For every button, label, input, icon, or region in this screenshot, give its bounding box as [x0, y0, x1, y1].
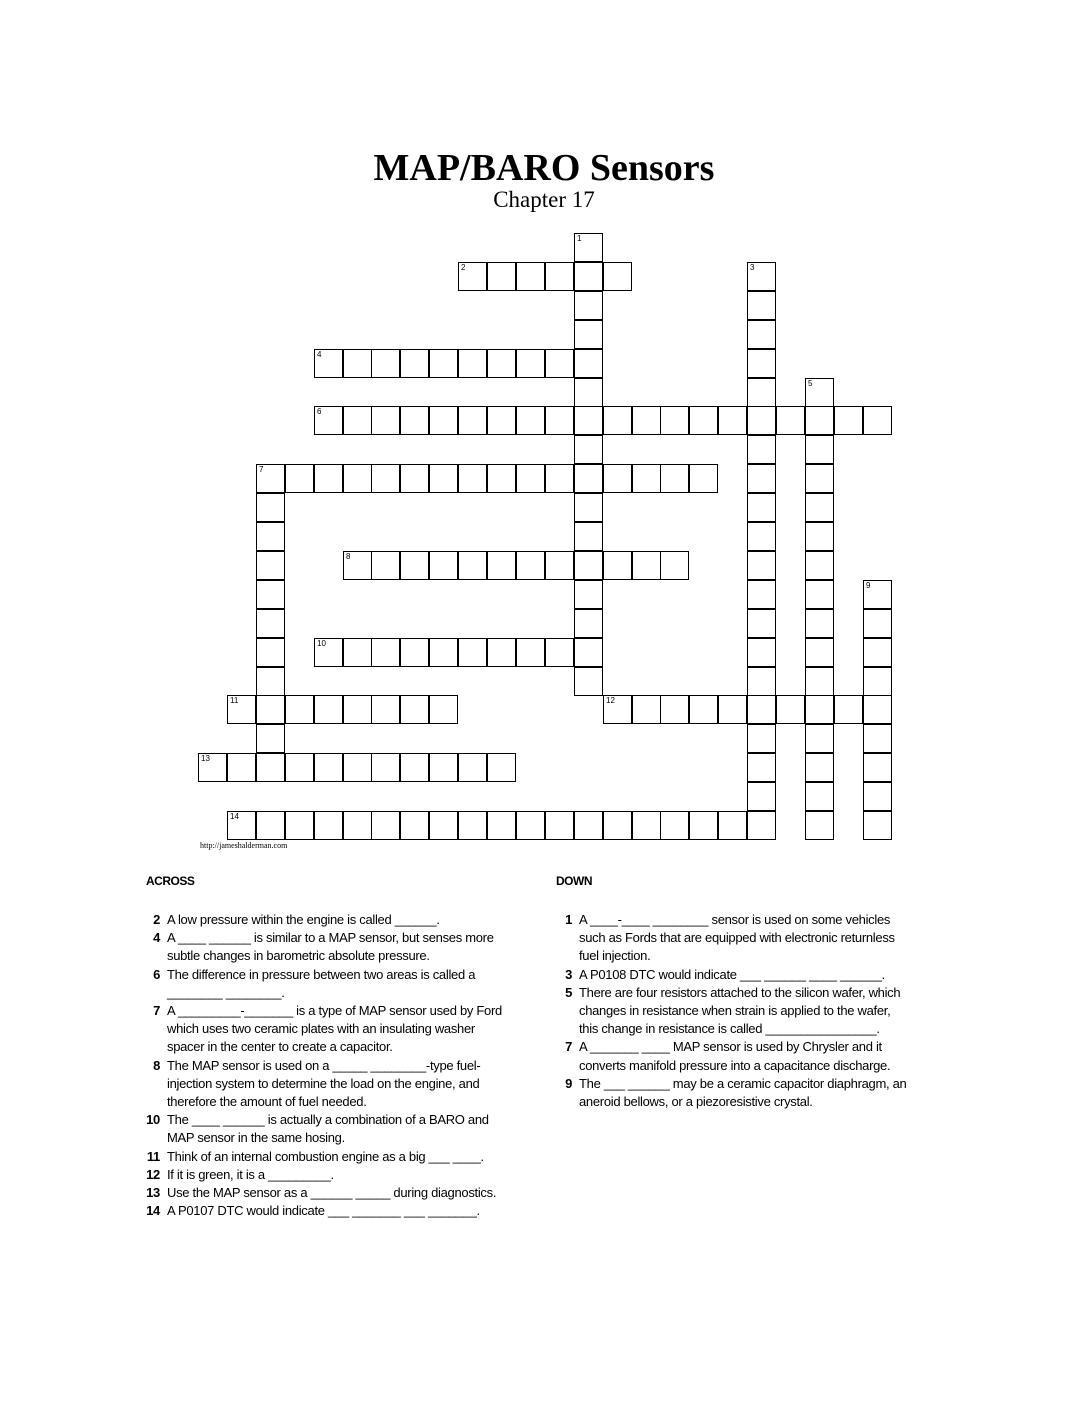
crossword-cell[interactable] — [545, 638, 574, 667]
clue-down-3 — [552, 966, 912, 984]
cell-number: 1 — [577, 234, 582, 243]
crossword-cell[interactable] — [314, 695, 343, 724]
crossword-cell[interactable] — [371, 406, 400, 435]
crossword-cell[interactable] — [343, 464, 372, 493]
clue-text: A ____-____ ________ sensor is used on some vehicles such as Fords that are equipped with electronic returnless fuel injection. — [579, 912, 895, 964]
crossword-cell[interactable] — [574, 435, 603, 464]
crossword-cell[interactable] — [516, 406, 545, 435]
crossword-cell[interactable] — [343, 753, 372, 782]
crossword-cell[interactable] — [805, 551, 834, 580]
crossword-cell[interactable] — [371, 464, 400, 493]
crossword-cell[interactable] — [574, 233, 603, 262]
crossword-cell[interactable] — [371, 551, 400, 580]
crossword-cell[interactable] — [429, 464, 458, 493]
crossword-cell[interactable] — [545, 406, 574, 435]
crossword-cell[interactable] — [632, 551, 661, 580]
crossword-cell[interactable] — [487, 406, 516, 435]
crossword-cell[interactable] — [545, 262, 574, 291]
cell-number: 4 — [317, 350, 322, 359]
crossword-cell[interactable] — [458, 349, 487, 378]
crossword-cell[interactable] — [805, 522, 834, 551]
clue-number: 3 — [565, 966, 572, 982]
crossword-cell[interactable] — [400, 753, 429, 782]
crossword-cell[interactable] — [747, 609, 776, 638]
crossword-cell[interactable] — [574, 811, 603, 840]
clue-across-8 — [140, 1057, 508, 1112]
crossword-cell[interactable] — [487, 349, 516, 378]
clue-number: 5 — [565, 984, 572, 1000]
crossword-cell[interactable] — [314, 406, 343, 435]
crossword-cell[interactable] — [660, 811, 689, 840]
crossword-cell[interactable] — [574, 320, 603, 349]
crossword-cell[interactable] — [805, 580, 834, 609]
crossword-cell[interactable] — [718, 406, 747, 435]
crossword-cell[interactable] — [429, 349, 458, 378]
crossword-cell[interactable] — [660, 695, 689, 724]
crossword-cell[interactable] — [458, 262, 487, 291]
crossword-cell[interactable] — [400, 464, 429, 493]
crossword-cell[interactable] — [747, 782, 776, 811]
crossword-cell[interactable] — [429, 406, 458, 435]
crossword-cell[interactable] — [256, 551, 285, 580]
clue-across-14 — [140, 1202, 508, 1220]
clue-number: 13 — [146, 1185, 160, 1201]
crossword-cell[interactable] — [516, 349, 545, 378]
crossword-cell[interactable] — [458, 811, 487, 840]
crossword-cell[interactable] — [516, 262, 545, 291]
crossword-cell[interactable] — [863, 782, 892, 811]
crossword-cell[interactable] — [805, 667, 834, 696]
crossword-cell[interactable] — [256, 609, 285, 638]
crossword-cell[interactable] — [256, 811, 285, 840]
crossword-cell[interactable] — [487, 464, 516, 493]
crossword-cell[interactable] — [747, 349, 776, 378]
crossword-cell[interactable] — [371, 811, 400, 840]
crossword-cell[interactable] — [487, 753, 516, 782]
clue-text: A P0108 DTC would indicate ___ ______ ____ ______. — [579, 966, 885, 982]
crossword-cell[interactable] — [603, 811, 632, 840]
clue-across-12 — [140, 1166, 508, 1184]
crossword-cell[interactable] — [603, 262, 632, 291]
crossword-cell[interactable] — [343, 406, 372, 435]
crossword-cell[interactable] — [487, 811, 516, 840]
crossword-cell[interactable] — [632, 464, 661, 493]
crossword-cell[interactable] — [429, 695, 458, 724]
crossword-cell[interactable] — [516, 638, 545, 667]
cell-number: 10 — [317, 639, 326, 648]
clue-number: 14 — [146, 1203, 160, 1219]
crossword-cell[interactable] — [776, 695, 805, 724]
crossword-cell[interactable] — [747, 724, 776, 753]
clue-across-10 — [140, 1111, 508, 1147]
crossword-cell[interactable] — [863, 811, 892, 840]
crossword-cell[interactable] — [574, 609, 603, 638]
crossword-cell[interactable] — [400, 551, 429, 580]
crossword-cell[interactable] — [689, 464, 718, 493]
crossword-cell[interactable] — [747, 435, 776, 464]
crossword-cell[interactable] — [747, 638, 776, 667]
crossword-cell[interactable] — [256, 580, 285, 609]
crossword-cell[interactable] — [603, 464, 632, 493]
crossword-cell[interactable] — [516, 811, 545, 840]
crossword-cell[interactable] — [343, 638, 372, 667]
clue-text: The difference in pressure between two areas is called a ________ ________. — [167, 966, 476, 1000]
crossword-cell[interactable] — [603, 551, 632, 580]
crossword-cell[interactable] — [805, 493, 834, 522]
clue-down-9 — [552, 1075, 912, 1111]
crossword-cell[interactable] — [256, 464, 285, 493]
crossword-cell[interactable] — [458, 551, 487, 580]
across-clue-list — [140, 911, 508, 1220]
crossword-cell[interactable] — [574, 464, 603, 493]
crossword-cell[interactable] — [805, 782, 834, 811]
crossword-cell[interactable] — [343, 551, 372, 580]
crossword-cell[interactable] — [747, 811, 776, 840]
clue-text: A _______ ____ MAP sensor is used by Chrysler and it converts manifold pressure into a capacitance discharge. — [579, 1039, 891, 1073]
crossword-cell[interactable] — [516, 551, 545, 580]
crossword-cell[interactable] — [747, 406, 776, 435]
clue-number: 7 — [153, 1003, 160, 1019]
crossword-cell[interactable] — [776, 406, 805, 435]
crossword-cell[interactable] — [632, 406, 661, 435]
crossword-cell[interactable] — [834, 406, 863, 435]
crossword-cell[interactable] — [863, 406, 892, 435]
cell-number: 6 — [317, 407, 322, 416]
clue-number: 7 — [565, 1039, 572, 1055]
crossword-cell[interactable] — [805, 435, 834, 464]
crossword-cell[interactable] — [805, 695, 834, 724]
crossword-cell[interactable] — [256, 493, 285, 522]
clue-down-7 — [552, 1038, 912, 1074]
crossword-cell[interactable] — [863, 695, 892, 724]
crossword-cell[interactable] — [747, 464, 776, 493]
crossword-cell[interactable] — [747, 378, 776, 407]
crossword-cell[interactable] — [256, 695, 285, 724]
clue-text: A low pressure within the engine is called ______. — [167, 912, 440, 927]
crossword-cell[interactable] — [805, 378, 834, 407]
crossword-cell[interactable] — [343, 811, 372, 840]
crossword-cell[interactable] — [689, 695, 718, 724]
cell-number: 13 — [201, 754, 210, 763]
clue-across-7 — [140, 1002, 508, 1057]
crossword-cell[interactable] — [198, 753, 227, 782]
crossword-cell[interactable] — [256, 724, 285, 753]
clue-number: 1 — [565, 912, 572, 927]
crossword-cell[interactable] — [458, 638, 487, 667]
crossword-cell[interactable] — [805, 406, 834, 435]
crossword-cell[interactable] — [429, 551, 458, 580]
crossword-cell[interactable] — [227, 753, 256, 782]
crossword-cell[interactable] — [429, 753, 458, 782]
clue-text: Think of an internal combustion engine as a big ___ ____. — [167, 1148, 484, 1164]
crossword-cell[interactable] — [805, 811, 834, 840]
crossword-cell[interactable] — [863, 753, 892, 782]
clue-text: The MAP sensor is used on a _____ ________-type fuel-injection system to determine the load on the engine, and therefore the amount of fuel needed. — [167, 1057, 481, 1110]
crossword-cell[interactable] — [574, 522, 603, 551]
crossword-cell[interactable] — [371, 638, 400, 667]
crossword-cell[interactable] — [314, 811, 343, 840]
crossword-cell[interactable] — [400, 695, 429, 724]
crossword-cell[interactable] — [256, 667, 285, 696]
crossword-cell[interactable] — [487, 262, 516, 291]
crossword-cell[interactable] — [545, 811, 574, 840]
crossword-cell[interactable] — [227, 695, 256, 724]
crossword-cell[interactable] — [747, 522, 776, 551]
crossword-cell[interactable] — [487, 551, 516, 580]
cell-number: 7 — [259, 465, 264, 474]
cell-number: 12 — [606, 696, 615, 705]
clue-across-4 — [140, 929, 508, 965]
clue-text: The ____ ______ is actually a combination of a BARO and MAP sensor in the same hosing. — [167, 1112, 489, 1146]
crossword-cell[interactable] — [227, 811, 256, 840]
clue-number: 9 — [565, 1075, 572, 1091]
crossword-cell[interactable] — [747, 551, 776, 580]
clue-number: 11 — [146, 1148, 160, 1164]
crossword-cell[interactable] — [429, 638, 458, 667]
crossword-cell[interactable] — [747, 262, 776, 291]
clue-across-11 — [140, 1148, 508, 1166]
crossword-cell[interactable] — [400, 406, 429, 435]
crossword-cell[interactable] — [487, 638, 516, 667]
crossword-cell[interactable] — [603, 695, 632, 724]
crossword-cell[interactable] — [256, 522, 285, 551]
clue-number: 2 — [153, 912, 160, 927]
cell-number: 8 — [346, 552, 351, 561]
crossword-cell[interactable] — [747, 695, 776, 724]
crossword-cell[interactable] — [285, 811, 314, 840]
crossword-cell[interactable] — [747, 753, 776, 782]
crossword-cell[interactable] — [429, 811, 458, 840]
crossword-cell[interactable] — [863, 724, 892, 753]
clue-text: A ____ ______ is similar to a MAP sensor, but senses more subtle changes in barometric absolute pressure. — [167, 930, 494, 964]
crossword-cell[interactable] — [660, 406, 689, 435]
crossword-cell[interactable] — [805, 753, 834, 782]
crossword-cell[interactable] — [747, 493, 776, 522]
clue-text: If it is green, it is a _________. — [167, 1166, 334, 1182]
clue-text: The ___ ______ may be a ceramic capacitor diaphragm, an aneroid bellows, or a piezoresistive crystal. — [579, 1075, 907, 1110]
clue-text: There are four resistors attached to the silicon wafer, which changes in resistance when strain is applied to the wafer, this change in resistance is called ________________. — [579, 984, 901, 1037]
crossword-cell[interactable] — [574, 551, 603, 580]
crossword-cell[interactable] — [632, 811, 661, 840]
crossword-cell[interactable] — [574, 378, 603, 407]
crossword-cell[interactable] — [400, 638, 429, 667]
crossword-cell[interactable] — [805, 724, 834, 753]
crossword-cell[interactable] — [574, 406, 603, 435]
crossword-cell[interactable] — [458, 406, 487, 435]
page-title: MAP/BARO Sensors — [373, 147, 715, 189]
crossword-cell[interactable] — [314, 638, 343, 667]
crossword-cell[interactable] — [718, 695, 747, 724]
crossword-cell[interactable] — [603, 406, 632, 435]
cell-number: 3 — [750, 263, 755, 272]
cell-number: 5 — [808, 379, 813, 388]
clue-across-13 — [140, 1184, 508, 1202]
crossword-cell[interactable] — [660, 464, 689, 493]
crossword-cell[interactable] — [632, 695, 661, 724]
clue-number: 6 — [153, 966, 160, 982]
crossword-cell[interactable] — [574, 291, 603, 320]
clue-down-1 — [552, 911, 912, 966]
crossword-cell[interactable] — [660, 551, 689, 580]
cell-number: 9 — [866, 581, 871, 590]
crossword-cell[interactable] — [863, 667, 892, 696]
clue-number: 12 — [146, 1166, 160, 1182]
down-heading: DOWN — [556, 874, 592, 888]
clue-number: 10 — [146, 1112, 160, 1128]
clue-text: A P0107 DTC would indicate ___ _______ ___ _______. — [167, 1203, 480, 1219]
crossword-cell[interactable] — [718, 811, 747, 840]
crossword-cell[interactable] — [371, 753, 400, 782]
crossword-cell[interactable] — [285, 753, 314, 782]
crossword-cell[interactable] — [545, 464, 574, 493]
crossword-cell[interactable] — [314, 464, 343, 493]
clue-across-2 — [140, 911, 508, 929]
crossword-cell[interactable] — [516, 464, 545, 493]
crossword-cell[interactable] — [863, 580, 892, 609]
crossword-cell[interactable] — [314, 349, 343, 378]
clue-number: 4 — [153, 930, 160, 946]
crossword-cell[interactable] — [747, 291, 776, 320]
crossword-cell[interactable] — [574, 349, 603, 378]
crossword-cell[interactable] — [371, 695, 400, 724]
crossword-cell[interactable] — [285, 695, 314, 724]
clue-text: Use the MAP sensor as a ______ _____ during diagnostics. — [167, 1185, 497, 1201]
crossword-cell[interactable] — [863, 609, 892, 638]
cell-number: 11 — [230, 696, 239, 705]
crossword-cell[interactable] — [805, 638, 834, 667]
crossword-cell[interactable] — [574, 667, 603, 696]
cell-number: 2 — [461, 263, 466, 272]
crossword-cell[interactable] — [545, 349, 574, 378]
crossword-cell[interactable] — [314, 753, 343, 782]
crossword-cell[interactable] — [545, 551, 574, 580]
page-subtitle: Chapter 17 — [493, 187, 595, 212]
clue-across-6 — [140, 966, 508, 1002]
crossword-cell[interactable] — [574, 638, 603, 667]
down-clue-list — [552, 911, 912, 1111]
clue-text: A _________-_______ is a type of MAP sensor used by Ford which uses two ceramic plates with an insulating washer spacer in the center to create a capacitor. — [167, 1003, 502, 1055]
crossword-cell[interactable] — [834, 695, 863, 724]
crossword-cell[interactable] — [574, 262, 603, 291]
crossword-cell[interactable] — [458, 464, 487, 493]
crossword-cell[interactable] — [863, 638, 892, 667]
crossword-cell[interactable] — [747, 320, 776, 349]
crossword-cell[interactable] — [805, 609, 834, 638]
crossword-cell[interactable] — [458, 753, 487, 782]
crossword-cell[interactable] — [747, 667, 776, 696]
crossword-cell[interactable] — [400, 349, 429, 378]
crossword-cell[interactable] — [400, 811, 429, 840]
crossword-cell[interactable] — [574, 493, 603, 522]
cell-number: 14 — [230, 812, 239, 821]
clue-down-5 — [552, 984, 912, 1039]
crossword-cell[interactable] — [747, 580, 776, 609]
credit-url: http://jameshalderman.com — [200, 841, 288, 850]
crossword-cell[interactable] — [343, 695, 372, 724]
crossword-cell[interactable] — [343, 349, 372, 378]
crossword-cell[interactable] — [689, 811, 718, 840]
crossword-cell[interactable] — [574, 580, 603, 609]
crossword-cell[interactable] — [689, 406, 718, 435]
crossword-cell[interactable] — [256, 753, 285, 782]
clue-number: 8 — [153, 1057, 160, 1073]
crossword-cell[interactable] — [805, 464, 834, 493]
crossword-cell[interactable] — [256, 638, 285, 667]
crossword-cell[interactable] — [371, 349, 400, 378]
across-heading: ACROSS — [146, 874, 195, 888]
crossword-cell[interactable] — [285, 464, 314, 493]
